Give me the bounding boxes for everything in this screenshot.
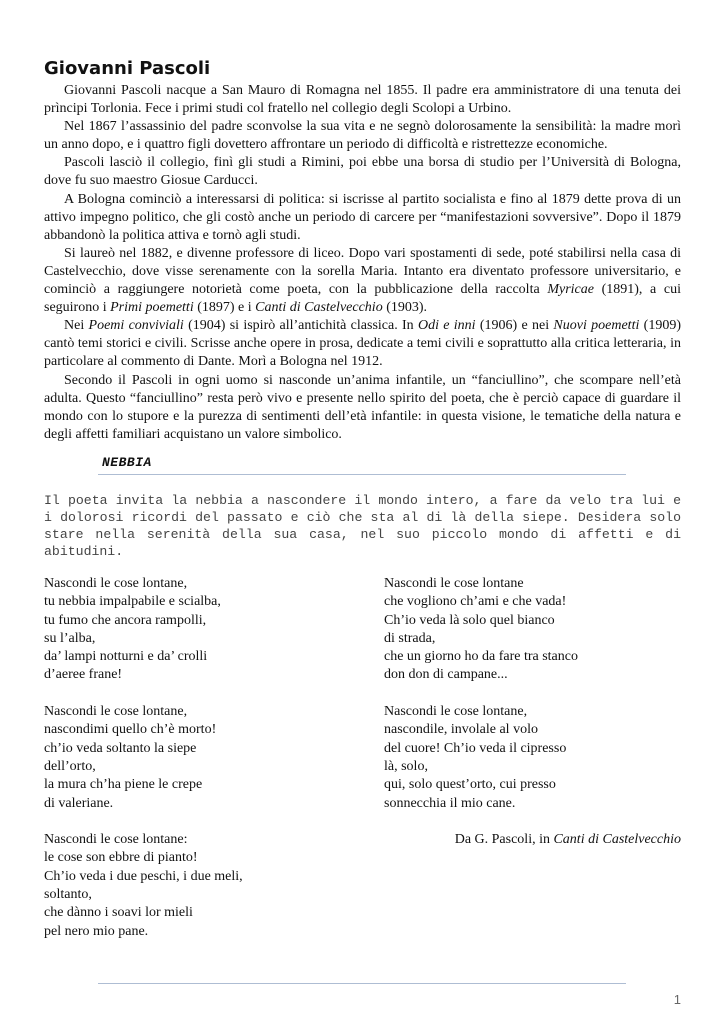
bio-text: Secondo il Pascoli in ogni uomo si nasconde un’anima infantile, un “fanciullino”, che scompare nell’età adulta. Questo “fanciullino” resta però vivo e presente nello spirito del poeta, che è perciò capace di guardare il mondo con lo stupore e la purezza di sentimenti dell’età infantile: in questa visione, le tematiche della natura e degli affetti familiari acquistano un valore simbolico. xyxy=(44,372,681,442)
bio-text: Nel 1867 l’assassinio del padre sconvolse la sua vita e ne segnò dolorosamente la sensibilità: la madre morì un anno dopo, e i quattro figli dovettero affrontare un periodo di difficoltà e ristrettezze economiche. xyxy=(44,119,681,153)
poem-stanza xyxy=(44,575,364,685)
bio-text: (1909) cantò temi storici e civili. Scrisse anche opere in prosa, dedicate a temi civili e soprattutto alla critica letteraria, in particolare al commento di Dante. Morì a Bologna nel 1912. xyxy=(44,318,681,370)
poem-intro: Il poeta invita la nebbia a nascondere il mondo intero, a fare da velo tra lui e i dolorosi ricordi del passato e ciò che sta al di là della siepe. Desidera solo stare nella serenità della sua casa, nel suo piccolo mondo di affetti e di abitudini. xyxy=(44,493,681,559)
poem-verse: dell’orto, xyxy=(44,758,96,774)
poem-title: NEBBIA xyxy=(102,455,152,470)
poem-verse: Ch’io veda là solo quel bianco xyxy=(384,612,555,628)
bio-paragraph xyxy=(44,82,681,118)
work-title: Odi e inni xyxy=(417,318,476,334)
poem-verse: Nascondi le cose lontane, xyxy=(44,704,188,720)
poem-verse: la mura ch’ha piene le crepe xyxy=(44,777,203,793)
poem-verse: soltanto, xyxy=(44,887,92,903)
bio-paragraph xyxy=(44,372,681,444)
bio-text: Si laureò nel 1882, e divenne professore di liceo. Dopo vari spostamenti di sede, poté stabilirsi nella casa di Castelvecchio, dove visse serenamente con la sorella Maria. Intanto era diventato professore universitario, e cominciò a raggiungere notorietà come poeta, con la pubblicazione della raccolta xyxy=(44,245,681,298)
poem-verse: nascondile, involale al volo xyxy=(384,722,538,738)
bio-paragraph xyxy=(44,191,681,245)
poem-verse: qui, solo quest’orto, cui presso xyxy=(384,777,556,793)
poem-source xyxy=(384,831,681,849)
bio-text: (1903). xyxy=(382,300,428,316)
page-title: Giovanni Pascoli xyxy=(44,58,211,79)
bio-paragraph xyxy=(44,245,681,317)
bio-text: Giovanni Pascoli nacque a San Mauro di Romagna nel 1855. Il padre era amministratore di una tenuta dei prìncipi Torlonia. Fece i primi studi col fratello nel collegio degli Scolopi a Urbino. xyxy=(44,83,681,117)
poem-verse: che vogliono ch’ami e che vada! xyxy=(384,594,567,610)
work-title: Canti di Castelvecchio xyxy=(255,300,383,316)
poem-verse: le cose son ebbre di pianto! xyxy=(44,850,198,866)
poem-stanza xyxy=(44,831,364,941)
work-title: Primi poemetti xyxy=(110,300,194,316)
work-title: Myricae xyxy=(547,282,594,298)
poem-verse: ch’io veda soltanto la siepe xyxy=(44,740,197,756)
poem-verse: Ch’io veda i due peschi, i due meli, xyxy=(44,868,243,884)
poem-verse: che dànno i soavi lor mieli xyxy=(44,905,193,921)
poem-verse: Nascondi le cose lontane, xyxy=(44,576,188,591)
page-number: 1 xyxy=(673,992,681,1007)
poem-verse: tu fumo che ancora rampolli, xyxy=(44,612,207,628)
poem-verse: su l’alba, xyxy=(44,630,96,646)
bio-text: Nei xyxy=(64,318,89,334)
poem-verse: pel nero mio pane. xyxy=(44,923,149,939)
poem-verse: nascondimi quello ch’è morto! xyxy=(44,722,217,738)
divider-bottom xyxy=(98,983,626,984)
bio-paragraph xyxy=(44,317,681,371)
bio-paragraph xyxy=(44,154,681,190)
poem-verse: di valeriane. xyxy=(44,795,114,811)
poem-verse: Nascondi le cose lontane, xyxy=(384,704,528,720)
poem-verse: Nascondi le cose lontane xyxy=(384,576,524,591)
divider-top xyxy=(98,474,626,475)
poem-verse: sonnecchia il mio cane. xyxy=(384,795,516,811)
bio-text: (1891), a cui seguirono i xyxy=(44,282,681,316)
poem-verse: Nascondi le cose lontane: xyxy=(44,832,188,848)
poem-verse: del cuore! Ch’io veda il cipresso xyxy=(384,740,567,756)
poem-stanza xyxy=(44,703,364,813)
source-title: Canti di Castelvecchio xyxy=(553,832,681,848)
work-title: Poemi conviviali xyxy=(88,318,184,334)
biography-section xyxy=(44,82,681,444)
poem-column-left xyxy=(44,575,364,959)
bio-text: (1904) si ispirò all’antichità classica. In xyxy=(183,318,418,334)
source-prefix: Da G. Pascoli, in xyxy=(454,832,554,848)
bio-text: (1906) e nei xyxy=(475,318,554,334)
poem-stanza xyxy=(384,703,684,813)
poem-right-stanzas xyxy=(384,575,684,813)
poem-column-right xyxy=(384,575,684,849)
poem-verse: là, solo, xyxy=(384,758,428,774)
poem-verse: di strada, xyxy=(384,630,436,646)
poem-verse: d’aeree frane! xyxy=(44,667,123,683)
bio-text: A Bologna cominciò a interessarsi di politica: si iscrisse al partito socialista e fino al 1879 dette prova di un attivo impegno politico, che gli costò anche un periodo di carcere per “manifestazioni sovversive”. Dopo il 1879 abbandonò la politica attiva e tornò agli studi. xyxy=(44,191,681,243)
poem-verse: da’ lampi notturni e da’ crolli xyxy=(44,649,208,665)
poem-verse: don don di campane... xyxy=(384,667,508,683)
work-title: Nuovi poemetti xyxy=(553,318,640,334)
bio-paragraph xyxy=(44,118,681,154)
bio-text: (1897) e i xyxy=(193,300,256,316)
poem-verse: tu nebbia impalpabile e scialba, xyxy=(44,594,221,610)
bio-text: Pascoli lasciò il collegio, finì gli studi a Rimini, poi ebbe una borsa di studio per l’Università di Bologna, dove fu suo maestro Giosue Carducci. xyxy=(44,155,681,189)
poem-stanza xyxy=(384,575,684,685)
poem-verse: che un giorno ho da fare tra stanco xyxy=(384,649,578,665)
